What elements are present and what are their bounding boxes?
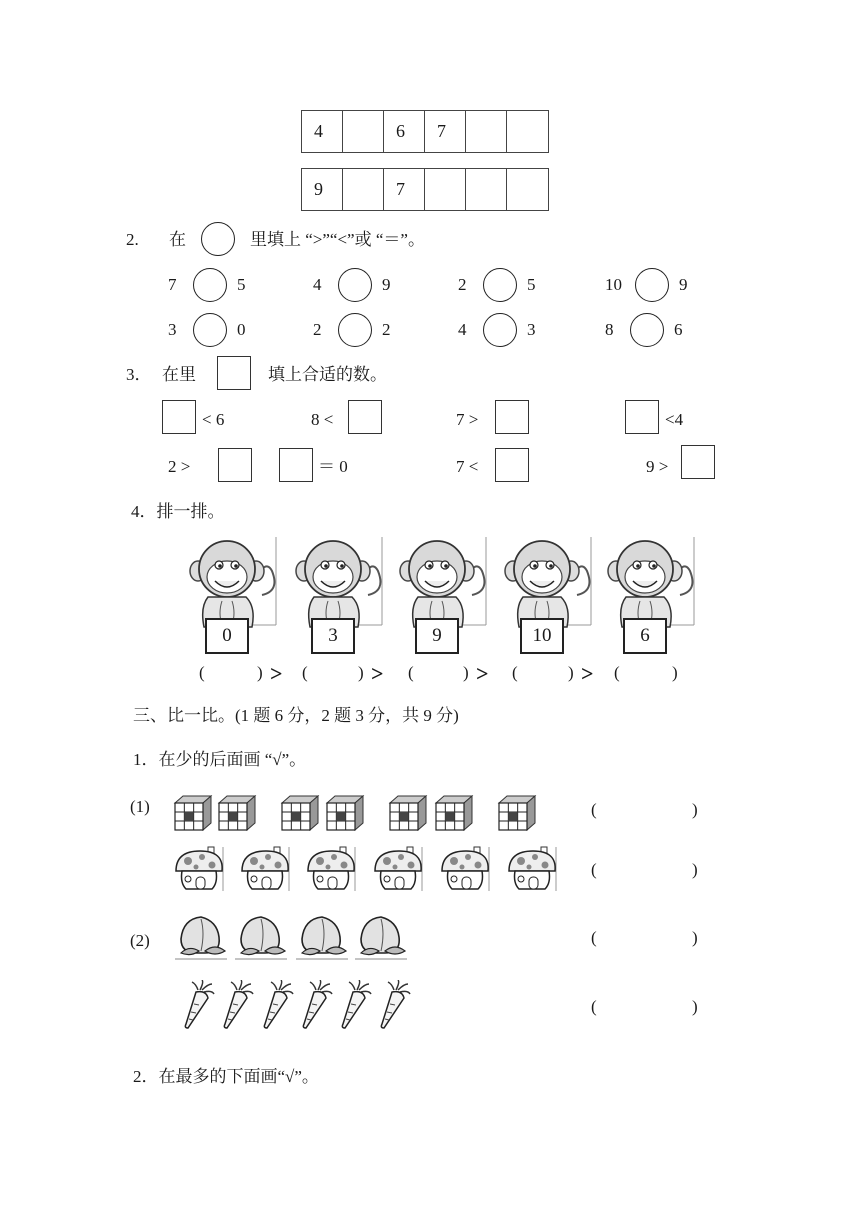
order-answer-slot[interactable] <box>312 664 354 686</box>
mushroom-house-icon <box>505 845 559 898</box>
greater-than-sign: > <box>270 661 283 686</box>
compare-left-number: 10 <box>605 275 622 294</box>
q3-box-6[interactable] <box>279 448 313 482</box>
compare-left-number: 7 <box>168 275 177 294</box>
rubiks-cube-icon <box>217 795 257 836</box>
q2-sample-circle <box>201 222 235 256</box>
number-cell: 4 <box>302 111 343 152</box>
answer-paren-open: ( <box>591 800 597 819</box>
compare-right-number: 2 <box>382 320 391 339</box>
answer-check-slot[interactable] <box>602 801 688 821</box>
mushroom-house-icon <box>304 845 358 898</box>
q3-number: 3． <box>126 365 152 384</box>
answer-paren-open: ( <box>591 997 597 1016</box>
q3-text-2: 8 < <box>311 410 334 429</box>
answer-paren-close: ) <box>692 997 698 1016</box>
number-cell[interactable] <box>425 169 466 210</box>
peach-icon <box>175 913 231 966</box>
rubiks-cube-icon <box>173 795 213 836</box>
q3-box-2[interactable] <box>348 400 382 434</box>
compare-circle[interactable] <box>338 268 372 302</box>
q3-prefix: 在里 <box>162 365 196 384</box>
mushroom-house-icon <box>238 845 292 898</box>
peach-icon <box>355 913 411 966</box>
order-paren-open: ( <box>614 663 620 682</box>
number-cell: 9 <box>302 169 343 210</box>
order-paren-open: ( <box>408 663 414 682</box>
rubiks-cube-icon <box>280 795 320 836</box>
q3-text-6: ＝ 0 <box>318 457 348 476</box>
compare-circle[interactable] <box>630 313 664 347</box>
answer-check-slot[interactable] <box>602 861 688 881</box>
number-cell[interactable] <box>507 111 548 152</box>
compare-right-number: 5 <box>527 275 536 294</box>
mushroom-house-icon <box>371 845 425 898</box>
compare-right-number: 9 <box>382 275 391 294</box>
q3-box-3[interactable] <box>495 400 529 434</box>
order-answer-slot[interactable] <box>209 664 253 686</box>
carrot-icon <box>337 980 373 1035</box>
q3-box-5[interactable] <box>218 448 252 482</box>
greater-than-sign: > <box>581 661 594 686</box>
order-paren-close: ) <box>358 663 364 682</box>
number-card: 3 <box>311 618 355 654</box>
compare-left-number: 4 <box>458 320 467 339</box>
carrot-icon <box>180 980 216 1035</box>
compare-circle[interactable] <box>193 268 227 302</box>
rubiks-cube-icon <box>434 795 474 836</box>
order-answer-slot[interactable] <box>522 664 564 686</box>
number-cell: 7 <box>425 111 466 152</box>
number-card: 6 <box>623 618 667 654</box>
q2-number: 2. <box>126 230 139 249</box>
answer-paren-close: ) <box>692 928 698 947</box>
q3-text-8: 9 > <box>646 457 669 476</box>
carrot-icon <box>259 980 295 1035</box>
section3-q2: 2．在最多的下面画“√”。 <box>133 1067 319 1086</box>
section3-q1: 1．在少的后面画 “√”。 <box>133 750 307 769</box>
compare-left-number: 2 <box>458 275 467 294</box>
q3-text-4: <4 <box>665 410 684 429</box>
number-cell[interactable] <box>466 169 507 210</box>
q3-box-4[interactable] <box>625 400 659 434</box>
answer-check-slot[interactable] <box>602 929 688 949</box>
greater-than-sign: > <box>371 661 384 686</box>
compare-right-number: 3 <box>527 320 536 339</box>
number-cell: 7 <box>384 169 425 210</box>
answer-paren-open: ( <box>591 928 597 947</box>
rubiks-cube-icon <box>497 795 537 836</box>
compare-right-number: 5 <box>237 275 246 294</box>
q3-box-7[interactable] <box>495 448 529 482</box>
q4-title: 4．排一排。 <box>131 502 225 521</box>
answer-check-slot[interactable] <box>602 998 688 1018</box>
compare-right-number: 9 <box>679 275 688 294</box>
number-row-2 <box>301 168 549 211</box>
carrot-icon <box>298 980 334 1035</box>
compare-left-number: 2 <box>313 320 322 339</box>
section3-heading: 三、比一比。(1 题 6 分，2 题 3 分，共 9 分) <box>133 706 459 725</box>
number-cell[interactable] <box>343 111 384 152</box>
number-cell[interactable] <box>466 111 507 152</box>
number-cell: 6 <box>384 111 425 152</box>
peach-icon <box>235 913 291 966</box>
compare-left-number: 4 <box>313 275 322 294</box>
order-paren-close: ) <box>257 663 263 682</box>
greater-than-sign: > <box>476 661 489 686</box>
number-card: 9 <box>415 618 459 654</box>
compare-left-number: 3 <box>168 320 177 339</box>
carrot-icon <box>219 980 255 1035</box>
mushroom-house-icon <box>172 845 226 898</box>
answer-paren-open: ( <box>591 860 597 879</box>
compare-right-number: 6 <box>674 320 683 339</box>
order-answer-slot[interactable] <box>418 664 459 686</box>
compare-right-number: 0 <box>237 320 246 339</box>
order-answer-slot[interactable] <box>624 664 668 686</box>
part1-label: (1) <box>130 797 150 816</box>
rubiks-cube-icon <box>388 795 428 836</box>
order-paren-open: ( <box>302 663 308 682</box>
part2-label: (2) <box>130 931 150 950</box>
mushroom-house-icon <box>438 845 492 898</box>
q3-text-1: < 6 <box>202 410 225 429</box>
number-card: 10 <box>520 618 564 654</box>
order-paren-open: ( <box>199 663 205 682</box>
q3-text-5: 2 > <box>168 457 191 476</box>
order-paren-close: ) <box>672 663 678 682</box>
q3-box-1[interactable] <box>162 400 196 434</box>
compare-circle[interactable] <box>193 313 227 347</box>
q2-suffix: 里填上 “>”“<”或 “＝”。 <box>250 230 425 249</box>
q3-box-8[interactable] <box>681 445 715 479</box>
compare-circle[interactable] <box>635 268 669 302</box>
order-paren-open: ( <box>512 663 518 682</box>
q3-text-7: 7 < <box>456 457 479 476</box>
answer-paren-close: ) <box>692 800 698 819</box>
number-cell[interactable] <box>343 169 384 210</box>
number-row-1 <box>301 110 549 153</box>
number-card: 0 <box>205 618 249 654</box>
order-paren-close: ) <box>463 663 469 682</box>
compare-circle[interactable] <box>338 313 372 347</box>
carrot-icon <box>376 980 412 1035</box>
order-paren-close: ) <box>568 663 574 682</box>
peach-icon <box>296 913 352 966</box>
compare-circle[interactable] <box>483 268 517 302</box>
q3-text-3: 7 > <box>456 410 479 429</box>
number-cell[interactable] <box>507 169 548 210</box>
q3-sample-box <box>217 356 251 390</box>
q2-prefix: 在 <box>169 230 186 249</box>
compare-left-number: 8 <box>605 320 614 339</box>
q3-suffix: 填上合适的数。 <box>268 365 387 384</box>
rubiks-cube-icon <box>325 795 365 836</box>
answer-paren-close: ) <box>692 860 698 879</box>
compare-circle[interactable] <box>483 313 517 347</box>
